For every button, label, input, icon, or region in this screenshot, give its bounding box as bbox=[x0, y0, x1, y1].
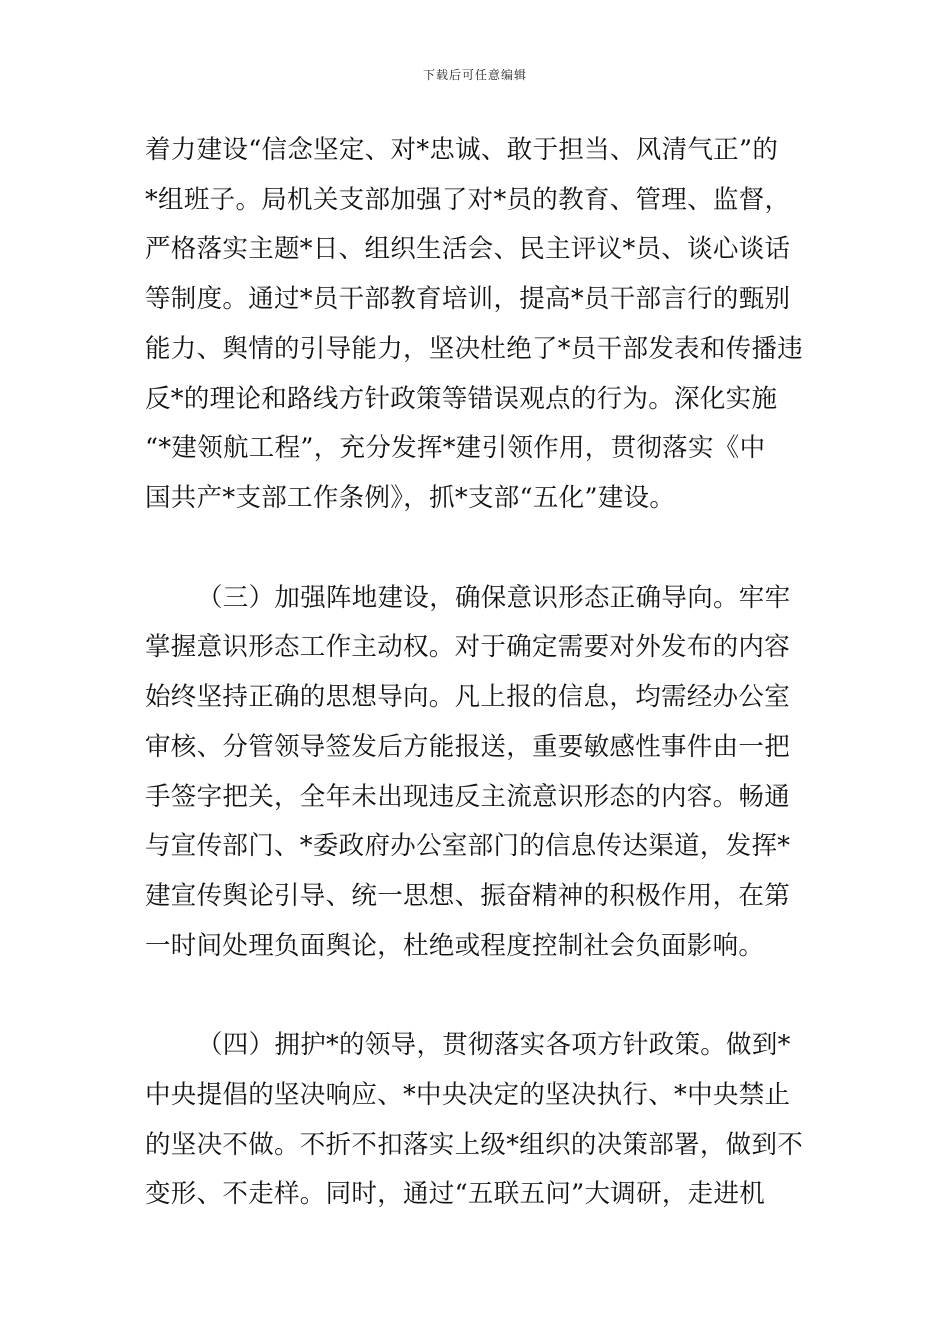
paragraph-2-line-4: 审核、分管领导签发后方能报送，重要敏感性事件由一把 bbox=[145, 732, 791, 762]
paragraph-2-line-1: （三）加强阵地建设，确保意识形态正确导向。牢牢 bbox=[197, 583, 791, 613]
paragraph-2-line-6: 与宣传部门、*委政府办公室部门的信息传达渠道，发挥* bbox=[145, 831, 791, 861]
paragraph-1-line-5: 能力、舆情的引导能力，坚决杜绝了*员干部发表和传播违 bbox=[145, 334, 804, 364]
page-header: 下载后可任意编辑 bbox=[422, 68, 527, 82]
paragraph-2-line-8: 一时间处理负面舆论，杜绝或程度控制社会负面影响。 bbox=[145, 931, 765, 961]
paragraph-1-line-4: 等制度。通过*员干部教育培训，提高*员干部言行的甄别 bbox=[145, 284, 791, 314]
paragraph-1-line-7: “*建领航工程”，充分发挥*建引领作用，贯彻落实《中 bbox=[145, 433, 766, 463]
paragraph-3-line-3: 的坚决不做。不折不扣落实上级*组织的决策部署，做到不 bbox=[145, 1130, 804, 1160]
paragraph-2-line-5: 手签字把关，全年未出现违反主流意识形态的内容。畅通 bbox=[145, 782, 791, 812]
paragraph-1-line-2: *组班子。局机关支部加强了对*员的教育、管理、监督， bbox=[145, 185, 791, 215]
paragraph-3-line-1: （四）拥护*的领导，贯彻落实各项方针政策。做到* bbox=[197, 1030, 791, 1060]
paragraph-2-line-2: 掌握意识形态工作主动权。对于确定需要对外发布的内容 bbox=[145, 632, 791, 662]
paragraph-1-line-8: 国共产*支部工作条例》，抓*支部“五化”建设。 bbox=[145, 483, 676, 513]
paragraph-1-line-1: 着力建设“信念坚定、对*忠诚、敢于担当、风清气正”的 bbox=[145, 135, 779, 165]
paragraph-1-line-3: 严格落实主题*日、组织生活会、民主评议*员、谈心谈话 bbox=[145, 234, 791, 264]
paragraph-3-line-4: 变形、不走样。同时，通过“五联五问”大调研，走进机 bbox=[145, 1179, 766, 1209]
paragraph-2-line-3: 始终坚持正确的思想导向。凡上报的信息，均需经办公室 bbox=[145, 682, 791, 712]
paragraph-1-line-6: 反*的理论和路线方针政策等错误观点的行为。深化实施 bbox=[145, 384, 778, 414]
paragraph-2-line-7: 建宣传舆论引导、统一思想、振奋精神的积极作用，在第 bbox=[145, 881, 791, 911]
paragraph-3-line-2: 中央提倡的坚决响应、*中央决定的坚决执行、*中央禁止 bbox=[145, 1080, 791, 1110]
